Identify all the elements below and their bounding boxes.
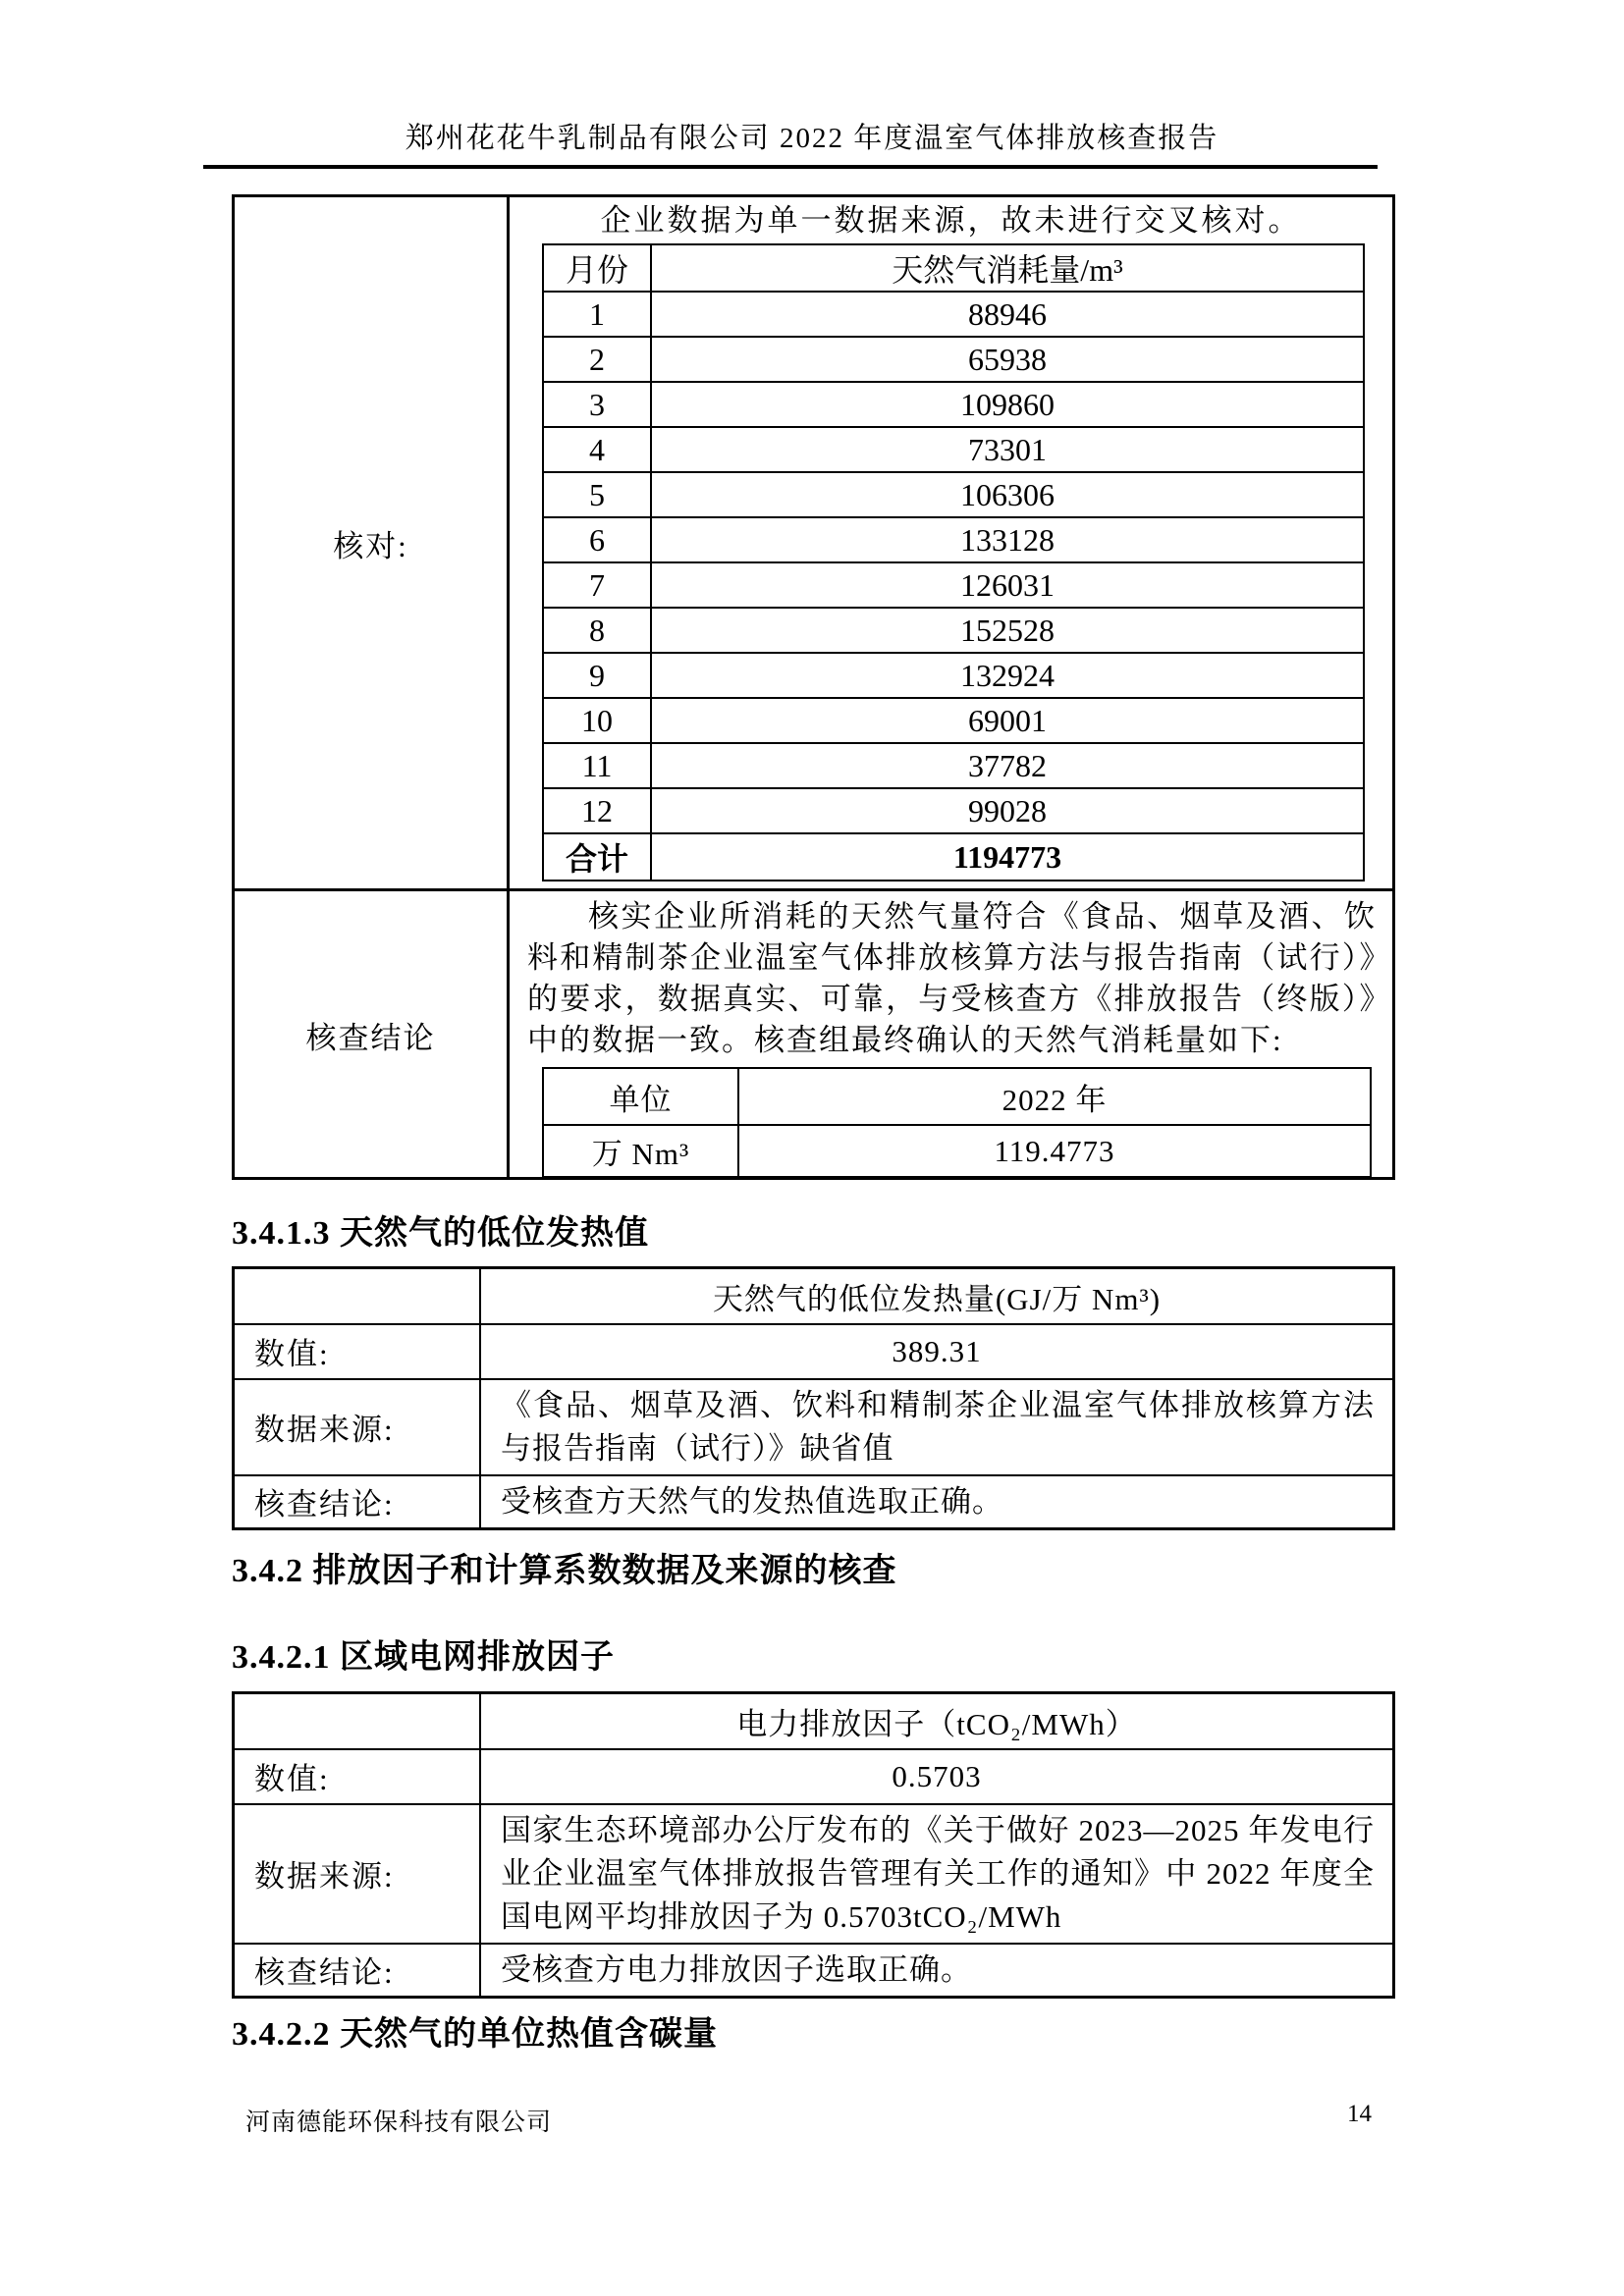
table-row bbox=[234, 1804, 1394, 1944]
value-cell: 65938 bbox=[651, 337, 1364, 382]
grid-ef-header-cell: 电力排放因子（tCO₂/MWh） bbox=[480, 1693, 1394, 1749]
month-cell: 2 bbox=[543, 337, 651, 382]
source-cell: 国家生态环境部办公厅发布的《关于做好 2023—2025 年发电行业企业温室气体排放报告管理有关工作的通知》中 2022 年度全国电网平均排放因子为 0.5703tCO₂/MWh bbox=[480, 1804, 1394, 1944]
table-row bbox=[234, 1324, 1394, 1379]
header-empty-cell bbox=[234, 1268, 481, 1324]
table-row bbox=[543, 1068, 1371, 1125]
conclusion-cell: 受核查方天然气的发热值选取正确。 bbox=[480, 1475, 1394, 1529]
month-cell: 6 bbox=[543, 517, 651, 562]
footer-page-number: 14 bbox=[1347, 2101, 1372, 2127]
total-value-cell: 1194773 bbox=[651, 833, 1364, 881]
header-empty-cell bbox=[234, 1693, 481, 1749]
table-row bbox=[543, 608, 1364, 653]
footer-company: 河南德能环保科技有限公司 bbox=[245, 2109, 553, 2136]
conclusion-label-cell: 核查结论 bbox=[235, 891, 510, 1178]
value-cell: 389.31 bbox=[480, 1324, 1394, 1379]
source-label-cell: 数据来源: bbox=[234, 1379, 481, 1475]
section-heading-3-4-2-2: 3.4.2.2 天然气的单位热值含碳量 bbox=[232, 2016, 718, 2053]
table-row bbox=[543, 292, 1364, 337]
month-cell: 11 bbox=[543, 743, 651, 788]
table-row bbox=[543, 788, 1364, 833]
table-header-row bbox=[543, 244, 1364, 292]
month-cell: 10 bbox=[543, 698, 651, 743]
value-cell: 133128 bbox=[651, 517, 1364, 562]
conclusion-cell: 受核查方电力排放因子选取正确。 bbox=[480, 1944, 1394, 1998]
month-cell: 3 bbox=[543, 382, 651, 427]
table-row bbox=[543, 562, 1364, 608]
table-row bbox=[543, 698, 1364, 743]
value-cell: 106306 bbox=[651, 472, 1364, 517]
value-label-cell: 数值: bbox=[234, 1324, 481, 1379]
table-row bbox=[543, 382, 1364, 427]
grid-emission-factor-table bbox=[232, 1691, 1395, 1999]
ncv-table bbox=[232, 1266, 1395, 1530]
table-row bbox=[543, 337, 1364, 382]
table-header-row bbox=[234, 1268, 1394, 1324]
source-cell: 《食品、烟草及酒、饮料和精制茶企业温室气体排放核算方法与报告指南（试行）》缺省值 bbox=[480, 1379, 1394, 1475]
conclusion-content-cell bbox=[510, 891, 1392, 1178]
table-row bbox=[543, 472, 1364, 517]
verification-table bbox=[232, 194, 1395, 1180]
table-row bbox=[543, 653, 1364, 698]
cross-check-note: 企业数据为单一数据来源，故未进行交叉核对。 bbox=[600, 203, 1302, 238]
section-heading-3-4-1-3: 3.4.1.3 天然气的低位发热值 bbox=[232, 1215, 649, 1252]
check-label-cell: 核对: bbox=[235, 197, 510, 891]
unit-header-cell: 单位 bbox=[543, 1068, 738, 1125]
value-cell: 0.5703 bbox=[480, 1749, 1394, 1804]
value-cell: 99028 bbox=[651, 788, 1364, 833]
month-cell: 8 bbox=[543, 608, 651, 653]
conclusion-label-cell: 核查结论: bbox=[234, 1475, 481, 1529]
conclusion-paragraph: 核实企业所消耗的天然气量符合《食品、烟草及酒、饮料和精制茶企业温室气体排放核算方法与报告指南（试行）》的要求，数据真实、可靠，与受核查方《排放报告（终版）》中的数据一致。核查组最终确认的天然气消耗量如下: bbox=[527, 899, 1377, 1057]
month-cell: 12 bbox=[543, 788, 651, 833]
source-label-cell: 数据来源: bbox=[234, 1804, 481, 1944]
table-row bbox=[234, 1475, 1394, 1529]
value-cell: 126031 bbox=[651, 562, 1364, 608]
check-content-cell bbox=[510, 197, 1392, 891]
page-header-title: 郑州花花牛乳制品有限公司 2022 年度温室气体排放核查报告 bbox=[405, 123, 1219, 154]
header-rule bbox=[203, 165, 1378, 169]
value-cell: 132924 bbox=[651, 653, 1364, 698]
month-cell: 7 bbox=[543, 562, 651, 608]
value-cell: 152528 bbox=[651, 608, 1364, 653]
month-cell: 4 bbox=[543, 427, 651, 472]
consumption-column-header: 天然气消耗量/m³ bbox=[651, 244, 1364, 292]
table-row bbox=[543, 1125, 1371, 1177]
total-row bbox=[543, 833, 1364, 881]
section-heading-3-4-2-1: 3.4.2.1 区域电网排放因子 bbox=[232, 1639, 615, 1676]
table-header-row bbox=[234, 1693, 1394, 1749]
value-label-cell: 数值: bbox=[234, 1749, 481, 1804]
annual-summary-table bbox=[542, 1067, 1372, 1178]
year-header-cell: 2022 年 bbox=[738, 1068, 1371, 1125]
table-row bbox=[543, 743, 1364, 788]
value-cell: 88946 bbox=[651, 292, 1364, 337]
month-cell: 5 bbox=[543, 472, 651, 517]
conclusion-label-cell: 核查结论: bbox=[234, 1944, 481, 1998]
table-row bbox=[543, 427, 1364, 472]
year-value-cell: 119.4773 bbox=[738, 1125, 1371, 1177]
total-label-cell: 合计 bbox=[543, 833, 651, 881]
unit-value-cell: 万 Nm³ bbox=[543, 1125, 738, 1177]
value-cell: 37782 bbox=[651, 743, 1364, 788]
table-row bbox=[234, 1379, 1394, 1475]
value-cell: 109860 bbox=[651, 382, 1364, 427]
month-cell: 1 bbox=[543, 292, 651, 337]
section-heading-3-4-2: 3.4.2 排放因子和计算系数数据及来源的核查 bbox=[232, 1553, 897, 1589]
table-row bbox=[234, 1944, 1394, 1998]
ncv-header-cell: 天然气的低位发热量(GJ/万 Nm³) bbox=[480, 1268, 1394, 1324]
value-cell: 69001 bbox=[651, 698, 1364, 743]
month-column-header: 月份 bbox=[543, 244, 651, 292]
monthly-consumption-table bbox=[542, 243, 1365, 881]
table-row bbox=[234, 1749, 1394, 1804]
table-row bbox=[543, 517, 1364, 562]
value-cell: 73301 bbox=[651, 427, 1364, 472]
month-cell: 9 bbox=[543, 653, 651, 698]
